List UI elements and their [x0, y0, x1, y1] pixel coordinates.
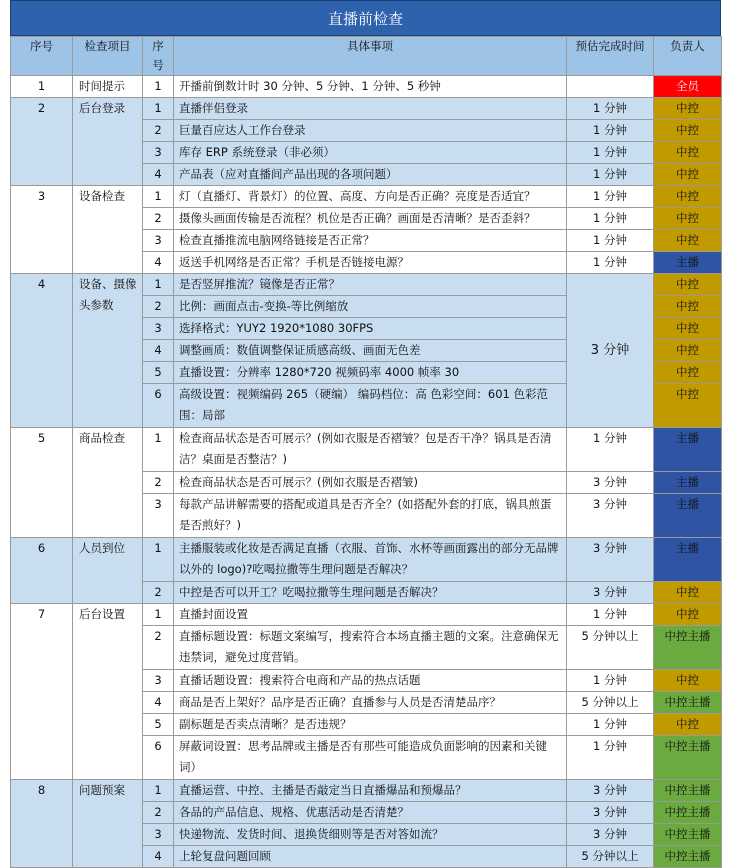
time-cell [567, 76, 654, 98]
time-cell: 3 分钟 [567, 538, 654, 582]
detail-cell: 选择格式：YUY2 1920*1080 30FPS [174, 318, 567, 340]
detail-cell: 库存 ERP 系统登录（非必须） [174, 142, 567, 164]
owner-badge: 主播 [654, 472, 722, 494]
detail-cell: 检查商品状态是否可展示？(例如衣服是否褶皱) [174, 472, 567, 494]
detail-cell: 直播伴侣登录 [174, 98, 567, 120]
group-item: 后台设置 [73, 604, 143, 780]
owner-badge: 中控 [654, 318, 722, 340]
sub-seq: 2 [143, 472, 174, 494]
group-seq: 8 [11, 780, 73, 868]
owner-badge: 中控 [654, 186, 722, 208]
group-item: 设备检查 [73, 186, 143, 274]
sub-seq: 6 [143, 384, 174, 428]
group-item: 商品检查 [73, 428, 143, 538]
time-cell: 5 分钟以上 [567, 846, 654, 868]
sub-seq: 2 [143, 296, 174, 318]
time-cell: 1 分钟 [567, 670, 654, 692]
group-item: 人员到位 [73, 538, 143, 604]
sub-seq: 1 [143, 780, 174, 802]
time-cell: 1 分钟 [567, 120, 654, 142]
sub-seq: 5 [143, 362, 174, 384]
owner-badge: 中控 [654, 714, 722, 736]
checklist-table [10, 36, 722, 868]
time-cell: 3 分钟 [567, 494, 654, 538]
time-cell: 1 分钟 [567, 230, 654, 252]
sub-seq: 3 [143, 142, 174, 164]
owner-badge: 中控 [654, 164, 722, 186]
time-cell: 1 分钟 [567, 604, 654, 626]
table-row [11, 274, 722, 296]
header-detail: 具体事项 [174, 37, 567, 76]
time-cell: 1 分钟 [567, 208, 654, 230]
time-cell: 1 分钟 [567, 736, 654, 780]
sub-seq: 3 [143, 670, 174, 692]
sub-seq: 3 [143, 824, 174, 846]
table-row [11, 98, 722, 120]
table-row [11, 538, 722, 582]
detail-cell: 直播设置：分辨率 1280*720 视频码率 4000 帧率 30 [174, 362, 567, 384]
detail-cell: 开播前倒数计时 30 分钟、5 分钟、1 分钟、5 秒钟 [174, 76, 567, 98]
sub-seq: 5 [143, 714, 174, 736]
owner-badge: 主播 [654, 538, 722, 582]
group-seq: 3 [11, 186, 73, 274]
detail-cell: 检查直播推流电脑网络链接是否正常？ [174, 230, 567, 252]
header-seq: 序号 [11, 37, 73, 76]
sub-seq: 6 [143, 736, 174, 780]
sub-seq: 2 [143, 626, 174, 670]
time-cell: 3 分钟 [567, 582, 654, 604]
header-time: 预估完成时间 [567, 37, 654, 76]
owner-badge: 中控 [654, 98, 722, 120]
detail-cell: 产品表（应对直播间产品出现的各项问题） [174, 164, 567, 186]
owner-badge: 中控主播 [654, 846, 722, 868]
detail-cell: 调整画质：数值调整保证质感高级、画面无色差 [174, 340, 567, 362]
time-cell: 5 分钟以上 [567, 626, 654, 670]
group-seq: 5 [11, 428, 73, 538]
time-cell: 1 分钟 [567, 714, 654, 736]
detail-cell: 直播运营、中控、主播是否敲定当日直播爆品和预爆品？ [174, 780, 567, 802]
sub-seq: 2 [143, 208, 174, 230]
owner-badge: 中控 [654, 142, 722, 164]
detail-cell: 直播标题设置：标题文案编写，搜索符合本场直播主题的文案。注意确保无违禁词，避免过度营销。 [174, 626, 567, 670]
sub-seq: 3 [143, 230, 174, 252]
detail-cell: 灯（直播灯、背景灯）的位置、高度、方向是否正确？亮度是否适宜？ [174, 186, 567, 208]
detail-cell: 中控是否可以开工？吃喝拉撒等生理问题是否解决？ [174, 582, 567, 604]
detail-cell: 是否竖屏推流？镜像是否正常？ [174, 274, 567, 296]
sub-seq: 1 [143, 604, 174, 626]
detail-cell: 检查商品状态是否可展示？(例如衣服是否褶皱？包是否干净？锅具是否清洁？桌面是否整洁？) [174, 428, 567, 472]
detail-cell: 商品是否上架好？品序是否正确？直播参与人员是否清楚品序？ [174, 692, 567, 714]
time-cell: 3 分钟 [567, 274, 654, 428]
time-cell: 1 分钟 [567, 252, 654, 274]
owner-badge: 中控主播 [654, 780, 722, 802]
sub-seq: 3 [143, 318, 174, 340]
owner-badge: 中控 [654, 582, 722, 604]
detail-cell: 每款产品讲解需要的搭配或道具是否齐全？(如搭配外套的打底，锅具煎蛋是否煎好？) [174, 494, 567, 538]
sub-seq: 4 [143, 340, 174, 362]
owner-badge: 全员 [654, 76, 722, 98]
time-cell: 1 分钟 [567, 428, 654, 472]
owner-badge: 中控 [654, 604, 722, 626]
owner-badge: 中控 [654, 340, 722, 362]
sub-seq: 2 [143, 802, 174, 824]
checklist-sheet [10, 0, 721, 868]
owner-badge: 中控主播 [654, 626, 722, 670]
header-owner: 负责人 [654, 37, 722, 76]
detail-cell: 上轮复盘问题回顾 [174, 846, 567, 868]
detail-cell: 比例：画面点击-变换-等比例缩放 [174, 296, 567, 318]
owner-badge: 中控主播 [654, 692, 722, 714]
time-cell: 1 分钟 [567, 98, 654, 120]
group-item: 后台登录 [73, 98, 143, 186]
sub-seq: 1 [143, 538, 174, 582]
time-cell: 3 分钟 [567, 824, 654, 846]
time-cell: 1 分钟 [567, 142, 654, 164]
table-row [11, 428, 722, 472]
sub-seq: 1 [143, 76, 174, 98]
sub-seq: 2 [143, 582, 174, 604]
header-subseq: 序号 [143, 37, 174, 76]
owner-badge: 主播 [654, 428, 722, 472]
group-seq: 7 [11, 604, 73, 780]
group-seq: 2 [11, 98, 73, 186]
owner-badge: 中控 [654, 208, 722, 230]
sub-seq: 3 [143, 494, 174, 538]
owner-badge: 中控 [654, 230, 722, 252]
time-cell: 3 分钟 [567, 780, 654, 802]
sub-seq: 1 [143, 274, 174, 296]
owner-badge: 中控 [654, 670, 722, 692]
detail-cell: 巨量百应达人工作台登录 [174, 120, 567, 142]
owner-badge: 中控主播 [654, 802, 722, 824]
detail-cell: 快递物流、发货时间、退换货细则等是否对答如流？ [174, 824, 567, 846]
owner-badge: 中控 [654, 296, 722, 318]
owner-badge: 中控主播 [654, 736, 722, 780]
group-item: 设备、摄像头参数 [73, 274, 143, 428]
table-row [11, 76, 722, 98]
sub-seq: 4 [143, 692, 174, 714]
detail-cell: 各品的产品信息、规格、优惠活动是否清楚？ [174, 802, 567, 824]
header-item: 检查项目 [73, 37, 143, 76]
detail-cell: 主播服装或化妆是否满足直播（衣服、首饰、水杯等画面露出的部分无品牌以外的 logo)?吃喝拉撒等生理问题是否解决？ [174, 538, 567, 582]
group-item: 问题预案 [73, 780, 143, 868]
table-row [11, 780, 722, 802]
group-item: 时间提示 [73, 76, 143, 98]
sub-seq: 4 [143, 164, 174, 186]
owner-badge: 中控 [654, 384, 722, 428]
time-cell: 5 分钟以上 [567, 692, 654, 714]
sub-seq: 1 [143, 428, 174, 472]
sub-seq: 2 [143, 120, 174, 142]
detail-cell: 高级设置：视频编码 265（硬编） 编码档位：高 色彩空间：601 色彩范围：局部 [174, 384, 567, 428]
owner-badge: 主播 [654, 252, 722, 274]
owner-badge: 主播 [654, 494, 722, 538]
header-row [11, 37, 722, 76]
group-seq: 4 [11, 274, 73, 428]
detail-cell: 直播话题设置：搜索符合电商和产品的热点话题 [174, 670, 567, 692]
checklist-body [11, 76, 722, 868]
time-cell: 3 分钟 [567, 472, 654, 494]
table-row [11, 604, 722, 626]
detail-cell: 直播封面设置 [174, 604, 567, 626]
detail-cell: 返送手机网络是否正常？手机是否链接电源？ [174, 252, 567, 274]
group-seq: 1 [11, 76, 73, 98]
sheet-title: 直播前检查 [10, 0, 721, 36]
table-row [11, 186, 722, 208]
owner-badge: 中控主播 [654, 824, 722, 846]
detail-cell: 副标题是否卖点清晰？是否违规？ [174, 714, 567, 736]
sub-seq: 1 [143, 98, 174, 120]
detail-cell: 屏蔽词设置：思考品牌或主播是否有那些可能造成负面影响的因素和关键词） [174, 736, 567, 780]
time-cell: 1 分钟 [567, 186, 654, 208]
owner-badge: 中控 [654, 274, 722, 296]
group-seq: 6 [11, 538, 73, 604]
sub-seq: 1 [143, 186, 174, 208]
sub-seq: 4 [143, 846, 174, 868]
time-cell: 1 分钟 [567, 164, 654, 186]
sub-seq: 4 [143, 252, 174, 274]
owner-badge: 中控 [654, 362, 722, 384]
time-cell: 3 分钟 [567, 802, 654, 824]
owner-badge: 中控 [654, 120, 722, 142]
detail-cell: 摄像头画面传输是否流程？机位是否正确？画面是否清晰？是否歪斜？ [174, 208, 567, 230]
